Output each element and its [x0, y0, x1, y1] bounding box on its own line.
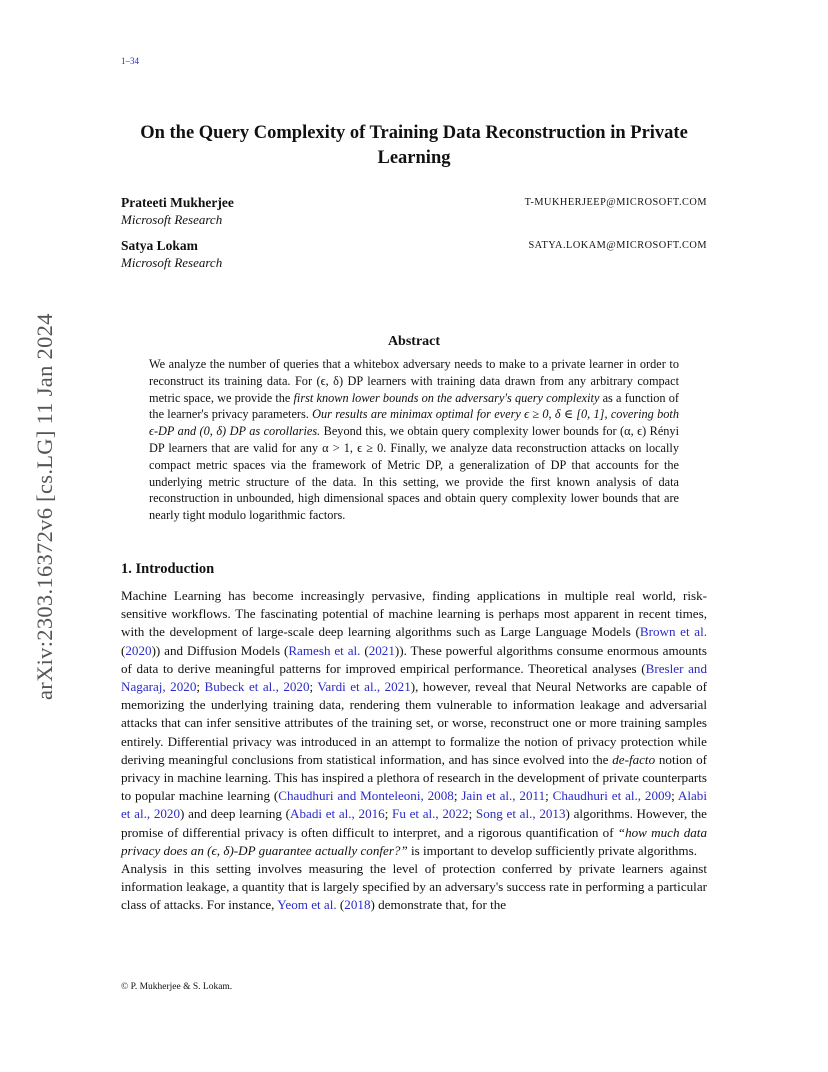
citation-link[interactable]: Ramesh et al.	[288, 642, 361, 658]
text-run: ), however, reveal that Neural Networks are capable of memorizing the underlying training data, rendering them vulnerable to information leakage and adversarial attacks that can infer sensitive attributes of the training set, or worse, reconstruct one or more training samples entirely. Differential privacy was introduced in an attempt to formalize the notion of privacy protection while deriving meaningful conclusions from statistical information, and has since evolved into the	[121, 679, 707, 767]
citation-link[interactable]: Bresler and Nagaraj, 2020	[121, 660, 708, 695]
arxiv-identifier: arXiv:2303.16372v6 [cs.LG] 11 Jan 2024	[32, 313, 57, 700]
emphasis: “how much data privacy does an (ϵ, δ)-DP guarantee actually confer?”	[121, 824, 707, 858]
page-range: 1–34	[121, 56, 139, 66]
author-affiliation: Microsoft Research	[121, 255, 223, 270]
text-run: ;	[309, 679, 318, 695]
author-email: T-MUKHERJEEP@MICROSOFT.COM	[524, 197, 707, 208]
emphasis: de-facto	[612, 751, 656, 767]
text-run: ;	[468, 806, 476, 822]
citation-link[interactable]: 2020	[125, 642, 152, 658]
text-run: )) and Diffusion Models (	[151, 642, 289, 658]
author-block	[121, 238, 707, 271]
citation-link[interactable]: Vardi et al., 2021	[317, 679, 411, 695]
text-run: ) algorithms. However, the promise of differential privacy is often difficult to interpret, and a rigorous quantification of	[121, 806, 707, 840]
text-run: ;	[671, 788, 678, 804]
copyright-footer: © P. Mukherjee & S. Lokam.	[121, 982, 233, 992]
text-run: (	[336, 897, 345, 913]
abstract-emphasis: first known lower bounds on the adversary's query complexity	[293, 390, 600, 405]
text-run: Analysis in this setting involves measuring the level of protection conferred by private learners against information leakage, a quantity that is largely specified by an adversary's success rate in performing a particular class of attacks. For instance,	[121, 861, 707, 913]
citation-link[interactable]: Alabi et al., 2020	[121, 788, 707, 822]
abstract-sentence: We analyze the number of queries that a whitebox adversary needs to make to a private learner in order to reconstruct its training data. For (ϵ, δ) DP learners with training data drawn from any arbitrary compact metric space, we provide the	[149, 357, 679, 405]
citation-link[interactable]: 2021	[368, 642, 395, 658]
introduction-body	[121, 587, 707, 915]
paper-title: On the Query Complexity of Training Data Reconstruction in Private Learning	[140, 123, 688, 168]
text-run: notion of privacy in machine learning. This has inspired a plethora of research in the development of private counterparts to popular machine learning (	[121, 751, 708, 804]
author-name: Prateeti Mukherjee	[121, 195, 234, 210]
text-run: ;	[453, 788, 462, 804]
citation-link[interactable]: Jain et al., 2011	[461, 788, 546, 804]
intro-paragraph	[121, 587, 707, 860]
text-run: is important to develop sufficiently private algorithms.	[407, 842, 697, 858]
citation-link[interactable]: Yeom et al.	[277, 897, 337, 913]
section-heading: 1. Introduction	[121, 561, 215, 577]
citation-link[interactable]: Bubeck et al., 2020	[204, 679, 310, 695]
abstract-text	[149, 356, 679, 524]
text-run: Machine Learning has become increasingly pervasive, finding applications in multiple real world, risk-sensitive workflows. The fascinating potential of machine learning is perhaps most apparent in recent times, with the development of large-scale deep learning algorithms such as Large Language Models (	[121, 588, 707, 640]
text-run: ) and deep learning (	[180, 806, 291, 822]
intro-paragraph	[121, 860, 707, 915]
citation-link[interactable]: 2018	[344, 897, 371, 913]
text-run: (	[360, 642, 369, 658]
text-run: ) demonstrate that, for the	[370, 897, 507, 913]
author-block	[121, 195, 707, 228]
abstract-sentence: as a function of the learner's privacy parameters.	[149, 390, 679, 422]
text-run: ;	[196, 679, 205, 695]
citation-link[interactable]: Brown et al.	[639, 624, 707, 640]
author-affiliation: Microsoft Research	[121, 212, 223, 227]
text-run: (	[121, 642, 126, 658]
citation-link[interactable]: Chaudhuri and Monteleoni, 2008	[278, 788, 454, 804]
abstract-heading: Abstract	[387, 334, 441, 349]
citation-link[interactable]: Song et al., 2013	[475, 806, 566, 822]
author-email: SATYA.LOKAM@MICROSOFT.COM	[528, 240, 707, 251]
citation-link[interactable]: Abadi et al., 2016	[290, 806, 385, 822]
citation-link[interactable]: Chaudhuri et al., 2009	[552, 788, 672, 804]
text-run: ;	[384, 806, 393, 822]
author-name: Satya Lokam	[121, 238, 198, 253]
abstract-emphasis: Our results are minimax optimal for every ϵ ≥ 0, δ ∈ [0, 1], covering both ϵ-DP and (0, δ) DP as corollaries.	[149, 407, 679, 439]
citation-link[interactable]: Fu et al., 2022	[392, 806, 469, 822]
abstract-sentence: Beyond this, we obtain query complexity lower bounds for (α, ϵ) Rényi DP learners that are valid for any α > 1, ϵ ≥ 0. Finally, we analyze data reconstruction attacks on locally compact metric spaces via the framework of Metric DP, a generalization of DP that accounts for the underlying metric structure of the data. In this setting, we provide the first known analysis of data reconstruction in unbounded, high dimensional spaces and obtain query complexity lower bounds that are nearly tight modulo logarithmic factors.	[149, 424, 679, 523]
text-run: )). These powerful algorithms consume enormous amounts of data to derive meaningful patterns for improved empirical performance. Theoretical analyses (	[121, 642, 707, 676]
text-run: ;	[545, 788, 553, 804]
